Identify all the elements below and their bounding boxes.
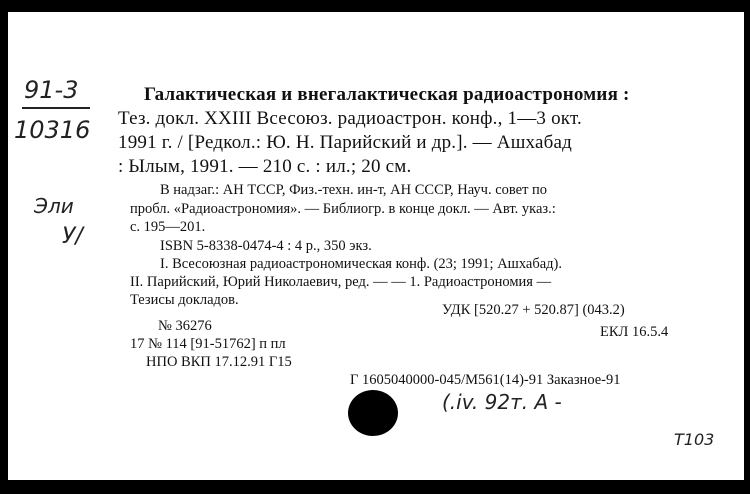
shelf-mark-underline bbox=[22, 107, 90, 109]
record-title: Галактическая и внегалактическая радиоастрономия : bbox=[144, 84, 630, 105]
record-line-11: Тезисы докладов. bbox=[130, 292, 239, 308]
shelf-mark-top: 91-3 bbox=[24, 76, 79, 104]
record-udk: УДК [520.27 + 520.87] (043.2) bbox=[442, 302, 625, 318]
handwritten-mark-1: Эли bbox=[34, 194, 74, 218]
record-line-15: НПО ВКП 17.12.91 Г15 bbox=[146, 354, 292, 370]
record-ekl: ЕКЛ 16.5.4 bbox=[600, 324, 669, 340]
handwritten-note-bottom: (.iv. 92т. А - bbox=[442, 390, 562, 414]
record-number: № 36276 bbox=[158, 318, 212, 334]
record-line-5: В надзаг.: АН ТССР, Физ.-техн. ин-т, АН СССР, Науч. совет по bbox=[160, 182, 548, 198]
shelf-mark-bottom: 10316 bbox=[14, 116, 91, 144]
record-line-2: Тез. докл. XXIII Всесоюз. радиоастрон. конф., 1—3 окт. bbox=[118, 108, 582, 129]
record-line-9: I. Всесоюзная радиоастрономическая конф. (23; 1991; Ашхабад). bbox=[160, 256, 562, 272]
record-line-10: II. Парийский, Юрий Николаевич, ред. — — 1. Радиоастрономия — bbox=[130, 274, 552, 290]
handwritten-mark-2: У/ bbox=[62, 224, 83, 249]
catalog-card bbox=[8, 12, 744, 480]
record-line-6: пробл. «Радиоастрономия». — Библиогр. в конце докл. — Авт. указ.: bbox=[130, 201, 556, 217]
record-line-3: 1991 г. / [Редкол.: Ю. Н. Парийский и др.]. — Ашхабад bbox=[118, 132, 573, 153]
handwritten-corner-note: Т103 bbox=[674, 430, 715, 449]
record-line-14: 17 № 114 [91-51762] п пл bbox=[130, 336, 286, 352]
record-line-16: Г 1605040000-045/М561(14)-91 Заказное-91 bbox=[350, 372, 621, 388]
record-line-7: с. 195—201. bbox=[130, 219, 206, 235]
punch-hole bbox=[348, 390, 398, 436]
record-line-4: : Ылым, 1991. — 210 с. : ил.; 20 см. bbox=[118, 156, 412, 177]
record-isbn: ISBN 5-8338-0474-4 : 4 р., 350 экз. bbox=[160, 238, 372, 254]
